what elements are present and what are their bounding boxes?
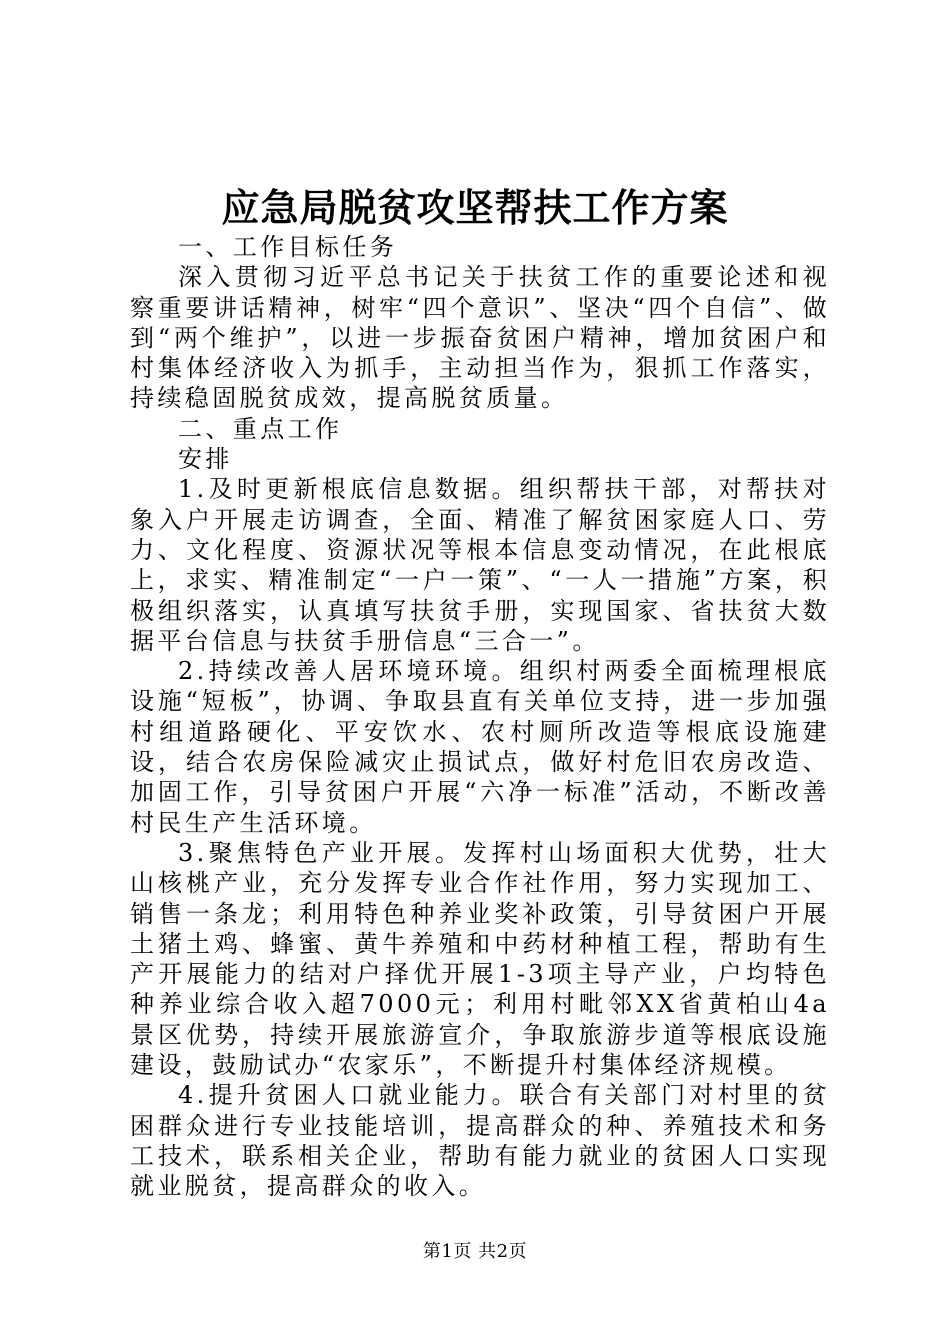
section-heading-arrangement: 安排 xyxy=(178,445,233,474)
list-item-2: 2.持续改善人居环境环境。组织村两委全面梳理根底设施“短板”，协调、争取县直有关单位支持，进一步加强村组道路硬化、平安饮水、农村厕所改造等根底设施建设，结合农房保险减灾止损试点，做好村危旧农房改造、加固工作，引导贫困户开展“六净一标准”活动，不断改善村民生产生活环境。 xyxy=(130,657,830,837)
page-footer: 第1页 共2页 xyxy=(422,1241,528,1262)
paragraph-goals: 深入贯彻习近平总书记关于扶贫工作的重要论述和视察重要讲话精神，树牢“四个意识”、坚决“四个自信”、做到“两个维护”，以进一步振奋贫困户精神，增加贫困户和村集体经济收入为抓手，主动担当作为，狠抓工作落实，持续稳固脱贫成效，提高脱贫质量。 xyxy=(130,263,830,413)
list-item-4: 4.提升贫困人口就业能力。联合有关部门对村里的贫困群众进行专业技能培训，提高群众的种、养殖技术和务工技术，联系相关企业，帮助有能力就业的贫困人口实现就业脱贫，提高群众的收入。 xyxy=(130,1081,830,1201)
document-title: 应急局脱贫攻坚帮扶工作方案 xyxy=(221,185,729,230)
section-heading-goals: 一、工作目标任务 xyxy=(178,233,398,261)
section-heading-key-work: 二、重点工作 xyxy=(178,414,343,443)
list-item-3: 3.聚焦特色产业开展。发挥村山场面积大优势，壮大山核桃产业，充分发挥专业合作社作用，努力实现加工、销售一条龙；利用特色种养业奖补政策，引导贫困户开展土猪土鸡、蜂蜜、黄牛养殖和中药材种植工程，帮助有生产开展能力的结对户择优开展1-3项主导产业，户均特色种养业综合收入超7000元；利用村毗邻XX省黄柏山4a景区优势，持续开展旅游宣介，争取旅游步道等根底设施建设，鼓励试办“农家乐”，不断提升村集体经济规模。 xyxy=(130,838,830,1080)
document-body xyxy=(130,232,830,1202)
list-item-1: 1.及时更新根底信息数据。组织帮扶干部，对帮扶对象入户开展走访调查，全面、精准了解贫困家庭人口、劳力、文化程度、资源状况等根本信息变动情况，在此根底上，求实、精准制定“一户一策”、“一人一措施”方案，积极组织落实，认真填写扶贫手册，实现国家、省扶贫大数据平台信息与扶贫手册信息“三合一”。 xyxy=(130,475,830,655)
